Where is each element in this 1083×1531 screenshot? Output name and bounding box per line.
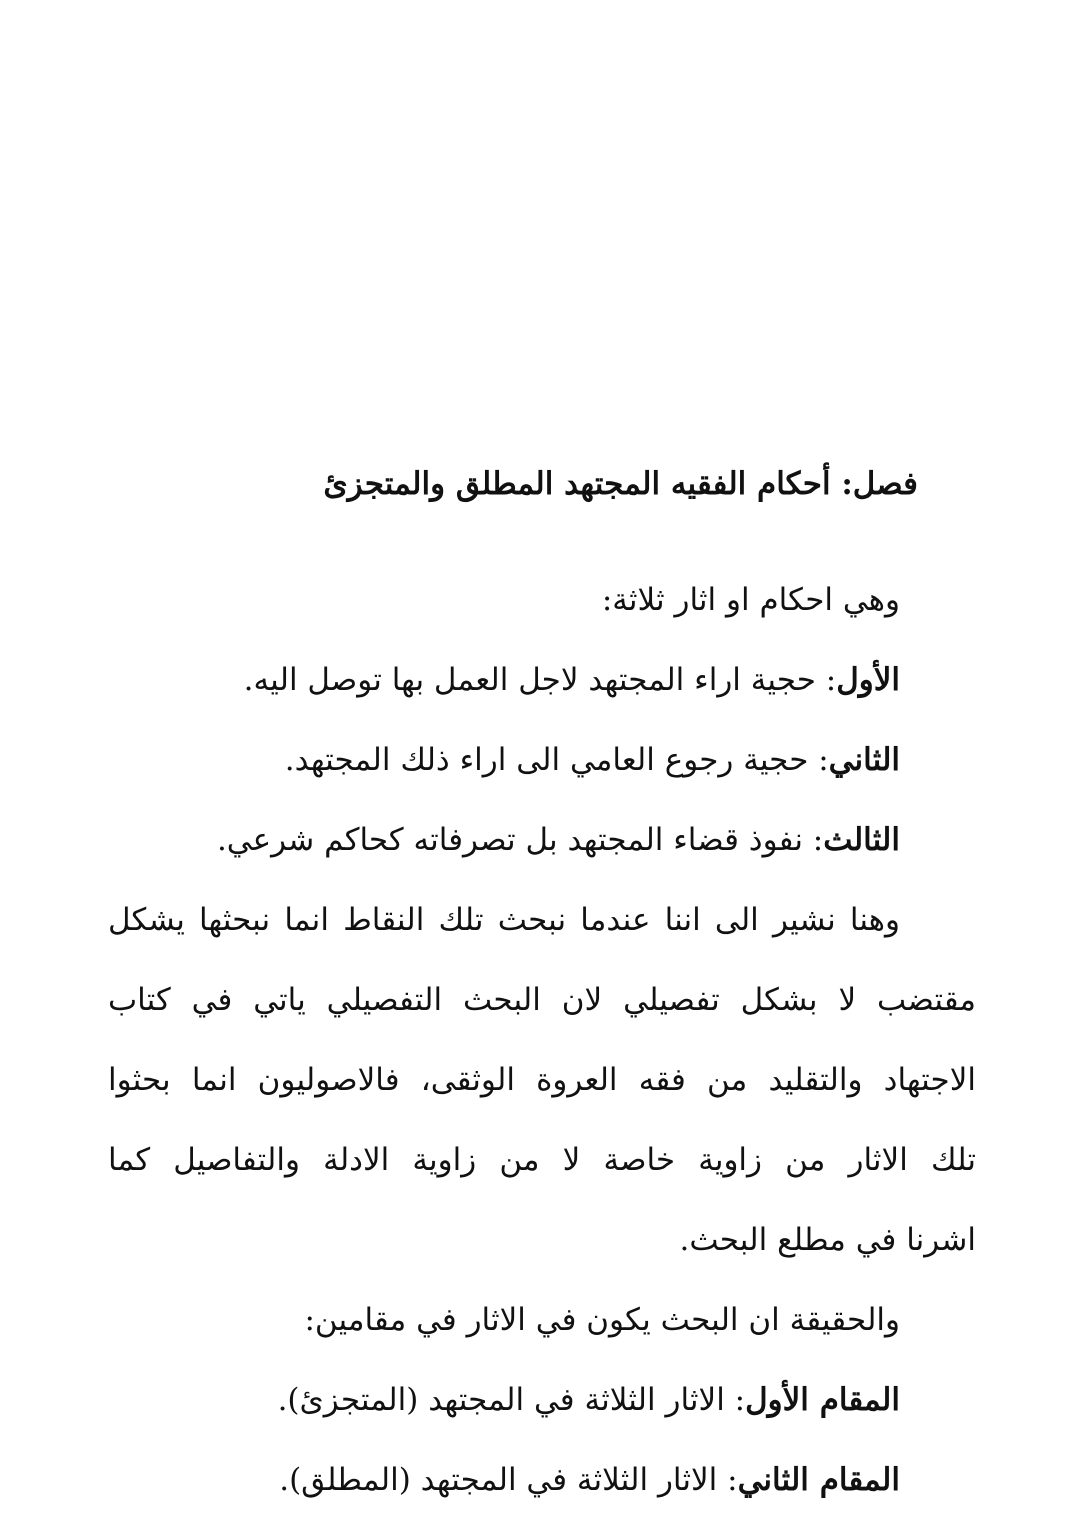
ruling-text: : حجية رجوع العامي الى اراء ذلك المجتهد. [284, 742, 829, 778]
paragraph-line: وهنا نشير الى اننا عندما نبحث تلك النقاط انما نبحثها يشكل [108, 902, 900, 938]
station-term: المقام الثاني [737, 1462, 900, 1498]
ruling-term: الأول [836, 662, 900, 698]
paragraph-line: مقتضب لا بشكل تفصيلي لان البحث التفصيلي ياتي في كتاب [108, 982, 976, 1018]
station-text: : الاثار الثلاثة في المجتهد (المطلق). [279, 1462, 738, 1498]
ruling-text: : نفوذ قضاء المجتهد بل تصرفاته كحاكم شرعي. [216, 822, 824, 858]
paragraph-line: اشرنا في مطلع البحث. [679, 1222, 976, 1258]
ruling-term: الثاني [828, 742, 900, 778]
ruling-first [108, 640, 976, 720]
ruling-third [108, 800, 976, 880]
station-second [108, 1440, 976, 1520]
station-text: : الاثار الثلاثة في المجتهد (المتجزئ). [277, 1382, 746, 1418]
ruling-second [108, 720, 976, 800]
paragraph-line: تلك الاثار من زاوية خاصة لا من زاوية الادلة والتفاصيل كما [108, 1142, 976, 1178]
chapter-title: فصل: أحكام الفقيه المجتهد المطلق والمتجزئ [323, 466, 918, 502]
body-text [108, 560, 976, 1520]
station-term: المقام الأول [745, 1382, 900, 1418]
station-first [108, 1360, 976, 1440]
ruling-text: : حجية اراء المجتهد لاجل العمل بها توصل اليه. [243, 662, 837, 698]
ruling-term: الثالث [823, 822, 900, 858]
intro-line: وهي احكام او اثار ثلاثة: [601, 582, 900, 618]
stations-intro-line: والحقيقة ان البحث يكون في الاثار في مقامين: [304, 1302, 900, 1338]
paragraph-line: الاجتهاد والتقليد من فقه العروة الوثقى، فالاصوليون انما بحثوا [108, 1062, 976, 1098]
